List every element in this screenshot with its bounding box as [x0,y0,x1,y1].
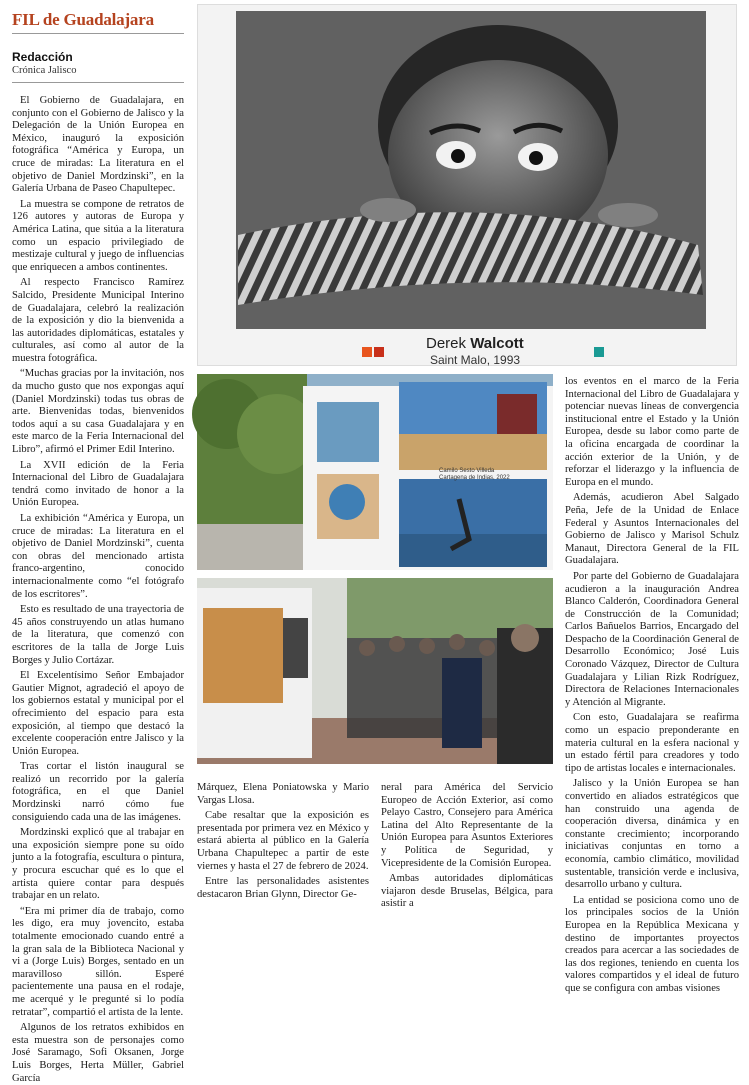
panel-caption [439,468,510,482]
panel-caption-name: Camilo Sesto Villeda [439,468,495,474]
paragraph: Con esto, Guadalajara se reafirma como un espacio preponderante en materia cultural en la esfera nacional y un estado fértil para creadores y todo tipo de artistas locales e internacionales. [565,712,739,774]
portrait-illustration [198,5,738,367]
inauguration-crowd-photo [197,578,553,764]
red-square [374,347,384,357]
paragraph: El Gobierno de Guadalajara, en conjunto con el Gobierno de Jalisco y la Delegación de la Unión Europea en México, inauguró la exposición fotográfica “América y Europa, un cruce de miradas: La literatura en el objetivo de Daniel Mordzinski”, en la Galería Urbana de Paseo Chapultepec. [12,95,184,195]
outlet-name: Crónica Jalisco [12,65,77,76]
paragraph: La XVII edición de la Feria Internacional del Libro de Guadalajara tendrá como invitado de honor a la Unión Europea. [12,459,184,509]
paragraph: “Era mi primer día de trabajo, como les digo, era muy jovencito, estaba totalmente emocionado cuando entré a la gran sala de la Biblioteca Nacional y vi a (Jorge Luis) Borges, sentado en un maravilloso sillón. Esperé pacientemente una pausa en el rodaje, me acerqué y le pregunté si lo podía retratar”, compartió el artista de la lente. [12,905,184,1018]
paragraph: Esto es resultado de una trayectoria de 45 años construyendo un atlas humano de la literatura, que comenzó con escritores de la talla de Jorge Luis Borges y Julio Cortázar. [12,604,184,666]
paragraph: Ambas autoridades diplomáticas viajaron desde Bruselas, Bélgica, para asistir a [381,873,553,910]
paragraph: Algunos de los retratos exhibidos en esta muestra son de personajes como José Saramago, Sofi Oksanen, Jorge Luis Borges, Herta Müller, Gabriel García [12,1022,184,1084]
portrait-photo [197,4,737,366]
portrait-caption-name [426,335,524,352]
paragraph: El Excelentísimo Señor Embajador Gautier Mignot, agradeció el apoyo de los gobiernos estatal y municipal por el ofrecimiento del espacio para esta exposición, al tiempo que destacó la excelente cooperación entre Jalisco y la Unión Europea. [12,670,184,757]
paragraph: Márquez, Elena Poniatowska y Mario Vargas Llosa. [197,782,369,806]
article-column-1 [12,95,184,1084]
paragraph: Al respecto Francisco Ramírez Salcido, Presidente Municipal Interino de Guadalajara, celebró la realización de la exposición y dio la bienvenida a las autoridades diplomáticas, estatales y culturales, así como al autor de la muestra fotográfica. [12,277,184,364]
caption-first-name: Derek [426,335,467,352]
paragraph: La exhibición “América y Europa, un cruce de miradas: La literatura en el objetivo de Daniel Mordzinski”, cuenta con obras del mencionado artista franco-argentino, conocido internacionalmente como “el fotógrafo de los escritores”. [12,513,184,600]
paragraph: Jalisco y la Unión Europea se han convertido en aliados estratégicos que han construido una agenda de cooperación diversa, dinámica y en constante crecimiento; incorporando iniciativas conjuntas en torno a economía, cambio climático, movilidad sustentable, transición verde e inclusiva, desarrollo urbano y cultura. [565,778,739,891]
article-column-3 [381,782,553,910]
paragraph: Tras cortar el listón inaugural se realizó un recorrido por la galería fotográfica, en el que Daniel Mordzinski narró cómo fue consiguiendo cada una de las imágenes. [12,761,184,823]
article-column-2 [197,782,369,900]
orange-square [362,347,372,357]
teal-square [594,347,604,357]
paragraph: los eventos en el marco de la Feria Internacional del Libro de Guadalajara y potenciar nuevas líneas de convergencia institucional entre el Estado y la Unión Europea, desde su labor como parte de la oficina encargada de coordinar la acción exterior de la Unión, y de reforzar el liderazgo y la influencia de Europa en el mundo. [565,376,739,488]
paragraph: Por parte del Gobierno de Guadalajara acudieron a la inauguración Andrea Blanco Calderón, Coordinadora General de Construcción de la Comunidad; Carlos Bañuelos Barrios, Encargado del Despacho de la Coordinación General de Desarrollo Económico; José Luis Coronado Vázquez, Director de Cultura Guadalajara y Lilian Rizk Rodríguez, Directora de Relaciones Internacionales y Atención al Migrante. [565,570,739,708]
crowd-illustration [197,578,553,764]
caption-last-name: Walcott [470,335,524,352]
paragraph: Además, acudieron Abel Salgado Peña, Jefe de la Unidad de Enlace Federal y Asuntos Internacionales del Gobierno de Jalisco y Marisol Schulz Manaut, Directora General de la FIL Guadalajara. [565,492,739,567]
paragraph: Cabe resaltar que la exposición es presentada por primera vez en México y estará abierta al público en la Galería Urbana Chapultepec a partir de este viernes y hasta el 27 de febrero de 2024. [197,810,369,872]
panel-caption-place: Cartagena de Indias, 2022 [439,475,510,481]
section-title: FIL de Guadalajara [12,10,154,29]
paragraph: Entre las personalidades asistentes destacaron Brian Glynn, Director Ge- [197,876,369,900]
paragraph: “Muchas gracias por la invitación, nos da mucho gusto que nos expongas aquí (Daniel Mordzinski) todas tus obras de arte. Bienvenidas todas, bienvenidos todos aquí a su casa Guadalajara y en este marco de la Feria Internacional del Libro”, afirmó el Primer Edil Interino. [12,368,184,456]
header-divider [12,33,184,34]
paragraph: Mordzinski explicó que al trabajar en una exposición siempre pone su oído junto a la fotografía, escultura o pintura, y procura escuchar qué es lo que el artista quiere contar para después trabajar en un relato. [12,827,184,902]
author-name: Redacción [12,50,73,64]
paragraph: neral para América del Servicio Europeo de Acción Exterior, así como Pelayo Castro, Consejero para América Latina del Alto Representante de la Unión Europea para Asuntos Exteriores y Política de Seguridad, y Vicepresidente de la Comisión Europea. [381,782,553,869]
paragraph: La muestra se compone de retratos de 126 autores y autoras de Europa y América Latina, que sitúa a la literatura como un espacio privilegiado de mestizaje cultural y juego de influencias que enriquecen a ambos continentes. [12,198,184,273]
article-column-4 [565,376,739,994]
exhibition-panel-photo [197,374,553,570]
portrait-caption-place: Saint Malo, 1993 [430,353,521,367]
paragraph: La entidad se posiciona como uno de los principales socios de la Unión Europea en la República Mexicana y destino de importantes proyectos creados para acercar a las sociedades de las dos regiones, teniendo en cuenta los valores compartidos y el ideal de futuro que se configura con ambas visiones [565,894,739,994]
byline-divider [12,82,184,83]
